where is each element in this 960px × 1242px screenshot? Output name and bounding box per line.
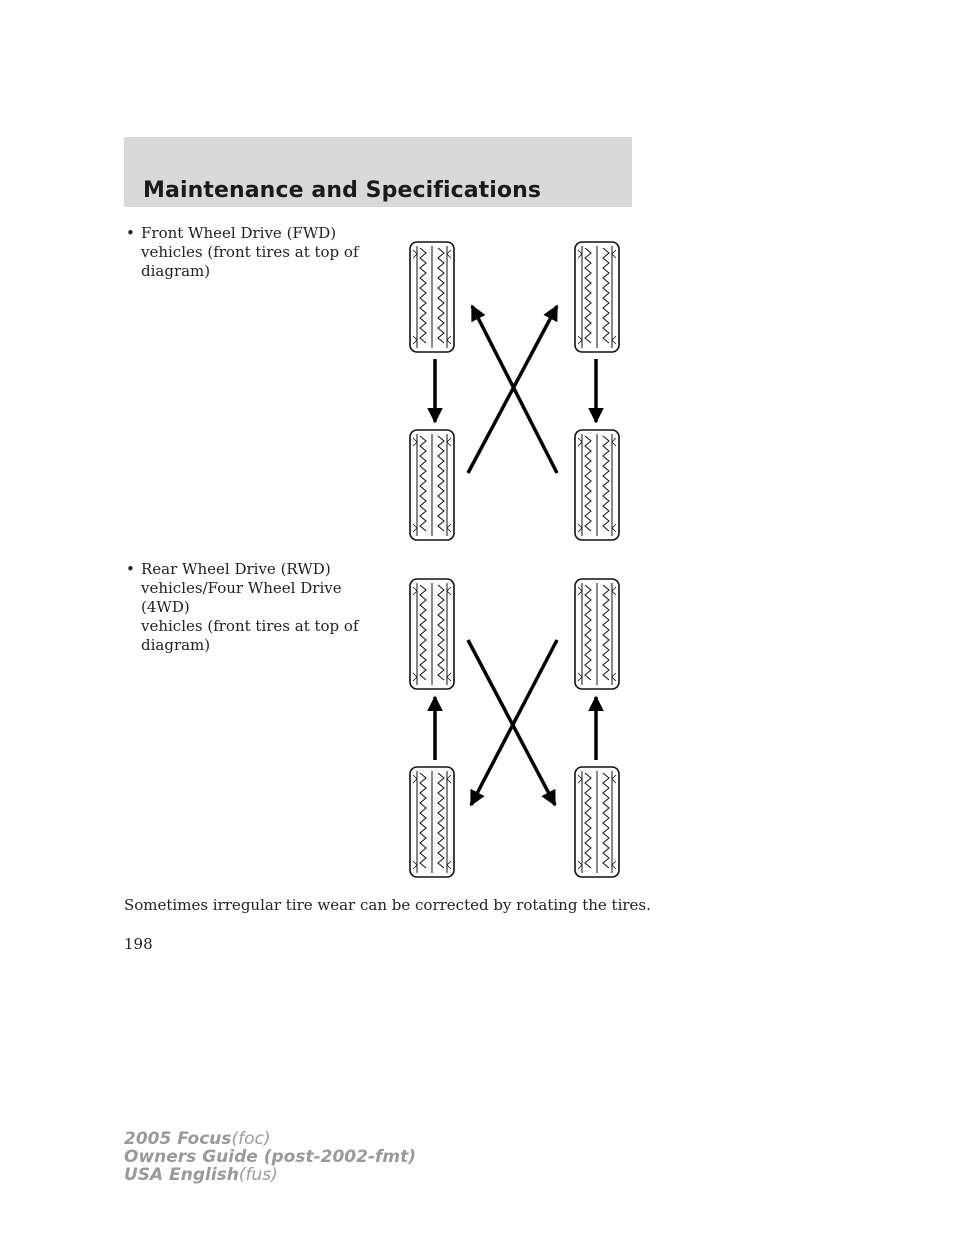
tire-icon — [575, 242, 619, 352]
tire-icon — [410, 767, 454, 877]
fwd-rotation-diagram — [400, 236, 630, 542]
rotation-arrow-icon — [468, 640, 555, 805]
body-paragraph: Sometimes irregular tire wear can be corrected by rotating the tires. — [124, 896, 651, 914]
footer-line-2 — [124, 1148, 416, 1166]
tire-icon — [575, 430, 619, 540]
tire-icon — [410, 430, 454, 540]
bullet-text: Front Wheel Drive (FWD) vehicles (front tires at top of diagram) — [141, 224, 359, 280]
footer-model: 2005 Focus — [124, 1129, 232, 1149]
footer-language-code: (fus) — [238, 1165, 278, 1185]
tire-icon — [575, 579, 619, 689]
rotation-arrow-icon — [471, 640, 557, 805]
footer-line-1 — [124, 1130, 416, 1148]
footer-language: USA English — [124, 1165, 239, 1185]
document-footer — [124, 1130, 416, 1184]
tire-icon — [410, 242, 454, 352]
page-number: 198 — [124, 935, 153, 953]
tire-icon — [410, 579, 454, 689]
section-title: Maintenance and Specifications — [143, 178, 542, 203]
footer-model-code: (foc) — [231, 1129, 271, 1149]
rwd-4wd-rotation-diagram — [400, 573, 630, 879]
footer-line-3 — [124, 1166, 416, 1184]
bullet-text: Rear Wheel Drive (RWD) vehicles/Four Wheel Drive (4WD) vehicles (front tires at top of diagram) — [141, 560, 359, 654]
footer-guide: Owners Guide (post-2002-fmt) — [124, 1147, 417, 1167]
bullet-marker: • — [126, 224, 135, 242]
tire-icon — [575, 767, 619, 877]
bullet-marker: • — [126, 560, 135, 578]
